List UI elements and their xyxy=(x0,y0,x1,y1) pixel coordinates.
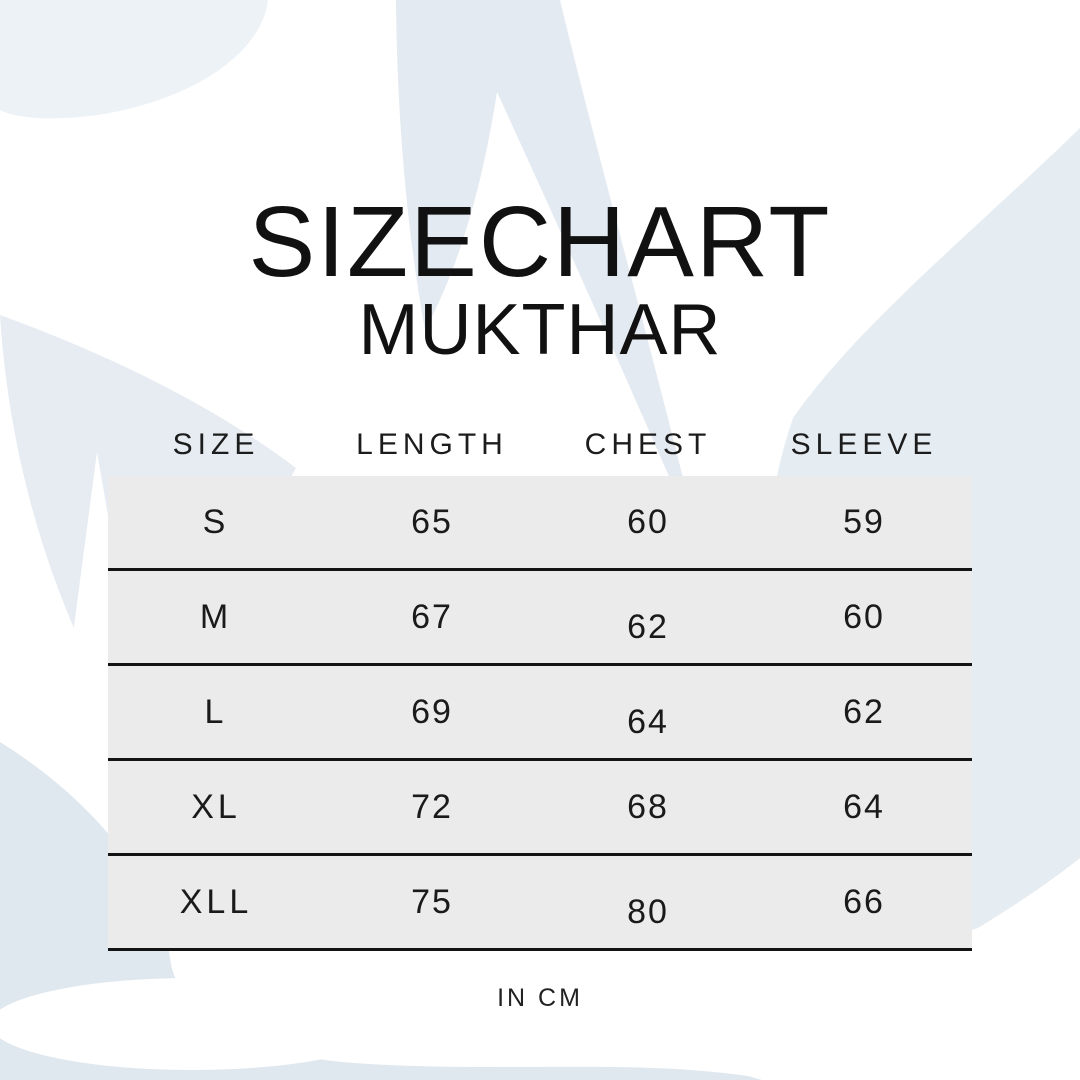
unit-note: IN CM xyxy=(497,984,583,1012)
chest-value: 68 xyxy=(627,787,669,826)
table-header-row xyxy=(108,414,972,476)
column-header-size: SIZE xyxy=(172,428,260,461)
size-value: XLL xyxy=(179,882,253,921)
size-table xyxy=(108,414,972,951)
table-row xyxy=(108,761,972,856)
chest-value: 60 xyxy=(627,502,669,541)
length-value: 67 xyxy=(411,597,453,636)
length-value: 69 xyxy=(411,692,453,731)
length-value: 72 xyxy=(411,787,453,826)
size-value: L xyxy=(204,692,228,731)
column-header-length: LENGTH xyxy=(356,428,508,461)
length-value: 65 xyxy=(411,502,453,541)
size-value: S xyxy=(202,502,230,541)
sleeve-value: 62 xyxy=(843,692,885,731)
table-body xyxy=(108,476,972,951)
chest-value: 62 xyxy=(627,607,669,646)
length-value: 75 xyxy=(411,882,453,921)
column-header-chest: CHEST xyxy=(584,428,712,461)
table-row xyxy=(108,476,972,571)
table-row xyxy=(108,666,972,761)
sleeve-value: 60 xyxy=(843,597,885,636)
table-row xyxy=(108,856,972,951)
sleeve-value: 66 xyxy=(843,882,885,921)
chest-value: 80 xyxy=(627,892,669,931)
table-row xyxy=(108,571,972,666)
size-value: XL xyxy=(191,787,241,826)
sleeve-value: 64 xyxy=(843,787,885,826)
page-title: SIZECHART xyxy=(248,186,832,298)
sleeve-value: 59 xyxy=(843,502,885,541)
size-value: M xyxy=(199,597,233,636)
page-subtitle: MUKTHAR xyxy=(358,290,722,370)
chest-value: 64 xyxy=(627,702,669,741)
column-header-sleeve: SLEEVE xyxy=(790,428,938,461)
